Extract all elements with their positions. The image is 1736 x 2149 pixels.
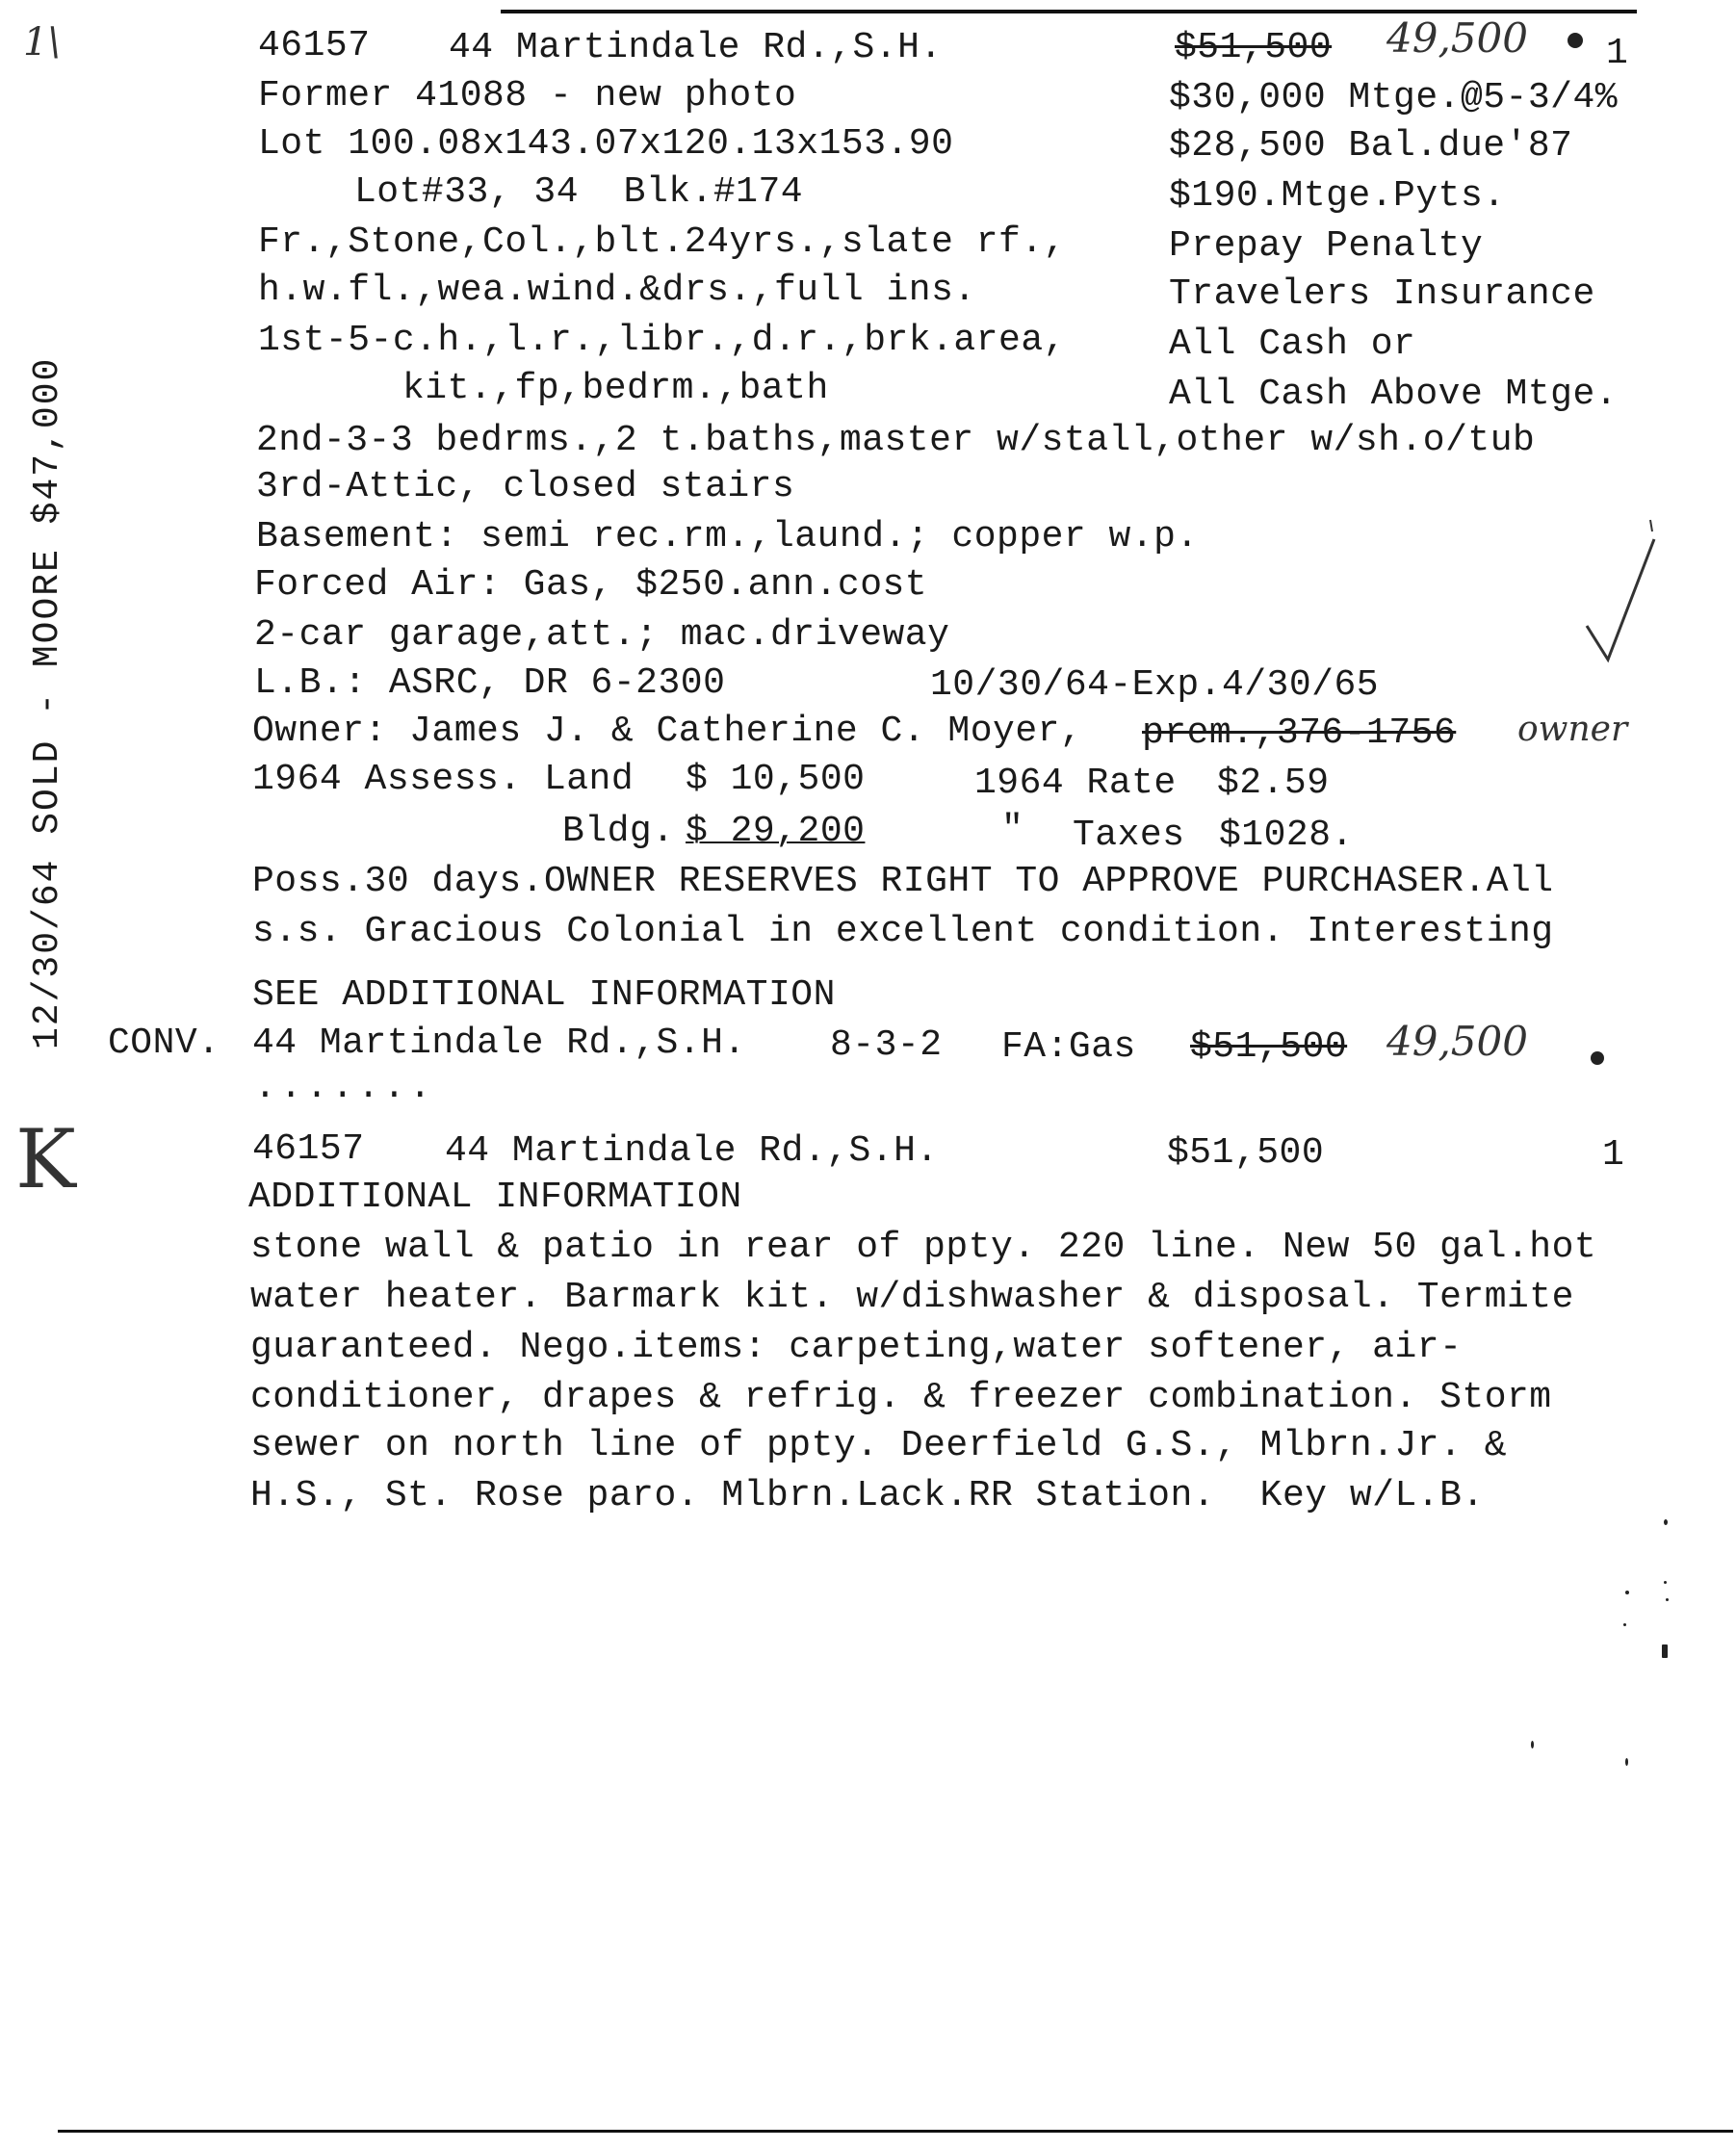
bottom-rule xyxy=(58,2130,1733,2133)
first-floor-line-2: kit.,fp,bedrm.,bath xyxy=(402,368,829,409)
cash-terms-2: All Cash Above Mtge. xyxy=(1169,374,1619,415)
first-floor-line-1: 1st-5-c.h.,l.r.,libr.,d.r.,brk.area, xyxy=(258,320,1066,361)
check-mark xyxy=(1579,510,1666,674)
conv-price-handwritten: 49,500 xyxy=(1386,1018,1528,1065)
listing-number: 46157 xyxy=(258,25,371,66)
see-additional: SEE ADDITIONAL INFORMATION xyxy=(252,974,836,1016)
second-floor: 2nd-3-3 bedrms.,2 t.baths,master w/stall,other w/sh.o/tub xyxy=(256,420,1536,461)
cash-terms-1: All Cash or xyxy=(1169,324,1416,365)
assess-land: $ 10,500 xyxy=(686,759,866,800)
speck xyxy=(1662,1644,1668,1658)
conv-label: CONV. xyxy=(108,1023,220,1064)
conv-heat: FA:Gas xyxy=(1001,1026,1136,1068)
bldg-label: Bldg. xyxy=(562,811,675,852)
add-price: $51,500 xyxy=(1167,1132,1325,1174)
bldg-value: $ 29,200 xyxy=(686,811,866,852)
rate-value: $2.59 xyxy=(1217,763,1330,804)
speck xyxy=(1664,1519,1668,1525)
former-listing: Former 41088 - new photo xyxy=(258,75,797,117)
top-rule xyxy=(501,10,1637,13)
speck xyxy=(1623,1623,1626,1626)
add-line: guaranteed. Nego.items: carpeting,water softener, air- xyxy=(250,1327,1463,1368)
conv-price-dot-mark xyxy=(1591,1051,1604,1065)
margin-letter: K xyxy=(15,1112,76,1206)
lot-block: Lot#33, 34 Blk.#174 xyxy=(354,171,804,213)
owner: Owner: James J. & Catherine C. Moyer, xyxy=(252,711,1083,752)
sold-stamp: 12/30/64 SOLD - MOORE $47,000 xyxy=(27,356,68,1049)
heating: Forced Air: Gas, $250.ann.cost xyxy=(254,564,928,606)
features: h.w.fl.,wea.wind.&drs.,full ins. xyxy=(258,270,976,311)
speck xyxy=(1531,1741,1534,1748)
third-floor: 3rd-Attic, closed stairs xyxy=(256,466,795,507)
assess-label: 1964 Assess. Land xyxy=(252,759,635,800)
speck xyxy=(1664,1581,1667,1584)
add-listing-number: 46157 xyxy=(252,1128,365,1170)
speck xyxy=(1666,1598,1669,1601)
mortgage: $30,000 Mtge.@5-3/4% xyxy=(1169,77,1619,118)
add-line: conditioner, drapes & refrig. & freezer combination. Storm xyxy=(250,1377,1552,1418)
construction: Fr.,Stone,Col.,blt.24yrs.,slate rf., xyxy=(258,221,1066,263)
ditto-mark: " xyxy=(1001,809,1024,850)
mortgage-payments: $190.Mtge.Pyts. xyxy=(1169,175,1506,217)
listing-address: 44 Martindale Rd.,S.H. xyxy=(449,27,943,68)
page-number: 1 xyxy=(1606,33,1629,74)
add-header: ADDITIONAL INFORMATION xyxy=(248,1177,742,1218)
basement: Basement: semi rec.rm.,laund.; copper w.p. xyxy=(256,516,1199,557)
description: s.s. Gracious Colonial in excellent condition. Interesting xyxy=(252,911,1554,952)
add-page: 1 xyxy=(1602,1134,1625,1176)
owner-phone-struck: prem.,376-1756 xyxy=(1142,712,1457,754)
add-line: water heater. Barmark kit. w/dishwasher & disposal. Termite xyxy=(250,1277,1574,1318)
taxes-value: $1028. xyxy=(1219,815,1354,856)
listing-broker: L.B.: ASRC, DR 6-2300 xyxy=(254,662,726,704)
owner-note-handwritten: owner xyxy=(1517,710,1628,749)
taxes-label: Taxes xyxy=(1073,815,1185,856)
add-address: 44 Martindale Rd.,S.H. xyxy=(445,1130,939,1172)
listing-dates: 10/30/64-Exp.4/30/65 xyxy=(930,664,1380,706)
add-line: sewer on north line of ppty. Deerfield G.S., Mlbrn.Jr. & xyxy=(250,1425,1508,1466)
price-dot-mark xyxy=(1568,33,1583,48)
prepay-penalty: Prepay Penalty xyxy=(1169,225,1484,267)
dot-leader: ....... xyxy=(254,1067,435,1108)
corner-mark: 1\ xyxy=(23,20,61,65)
listing-price-handwritten: 49,500 xyxy=(1386,14,1528,62)
lot-size: Lot 100.08x143.07x120.13x153.90 xyxy=(258,123,954,165)
conv-price-struck: $51,500 xyxy=(1190,1026,1348,1068)
add-line: H.S., St. Rose paro. Mlbrn.Lack.RR Station. Key w/L.B. xyxy=(250,1475,1485,1516)
speck xyxy=(1625,1591,1629,1594)
speck xyxy=(1625,1758,1628,1766)
conv-address: 44 Martindale Rd.,S.H. xyxy=(252,1023,746,1064)
conv-rooms: 8-3-2 xyxy=(830,1024,943,1066)
possession: Poss.30 days.OWNER RESERVES RIGHT TO APPROVE PURCHASER.All xyxy=(252,861,1554,902)
add-line: stone wall & patio in rear of ppty. 220 line. New 50 gal.hot xyxy=(250,1227,1597,1268)
insurance: Travelers Insurance xyxy=(1169,273,1595,315)
listing-price-struck: $51,500 xyxy=(1175,27,1333,68)
garage: 2-car garage,att.; mac.driveway xyxy=(254,614,950,656)
balance-due: $28,500 Bal.due'87 xyxy=(1169,125,1573,167)
rate-label: 1964 Rate xyxy=(974,763,1177,804)
